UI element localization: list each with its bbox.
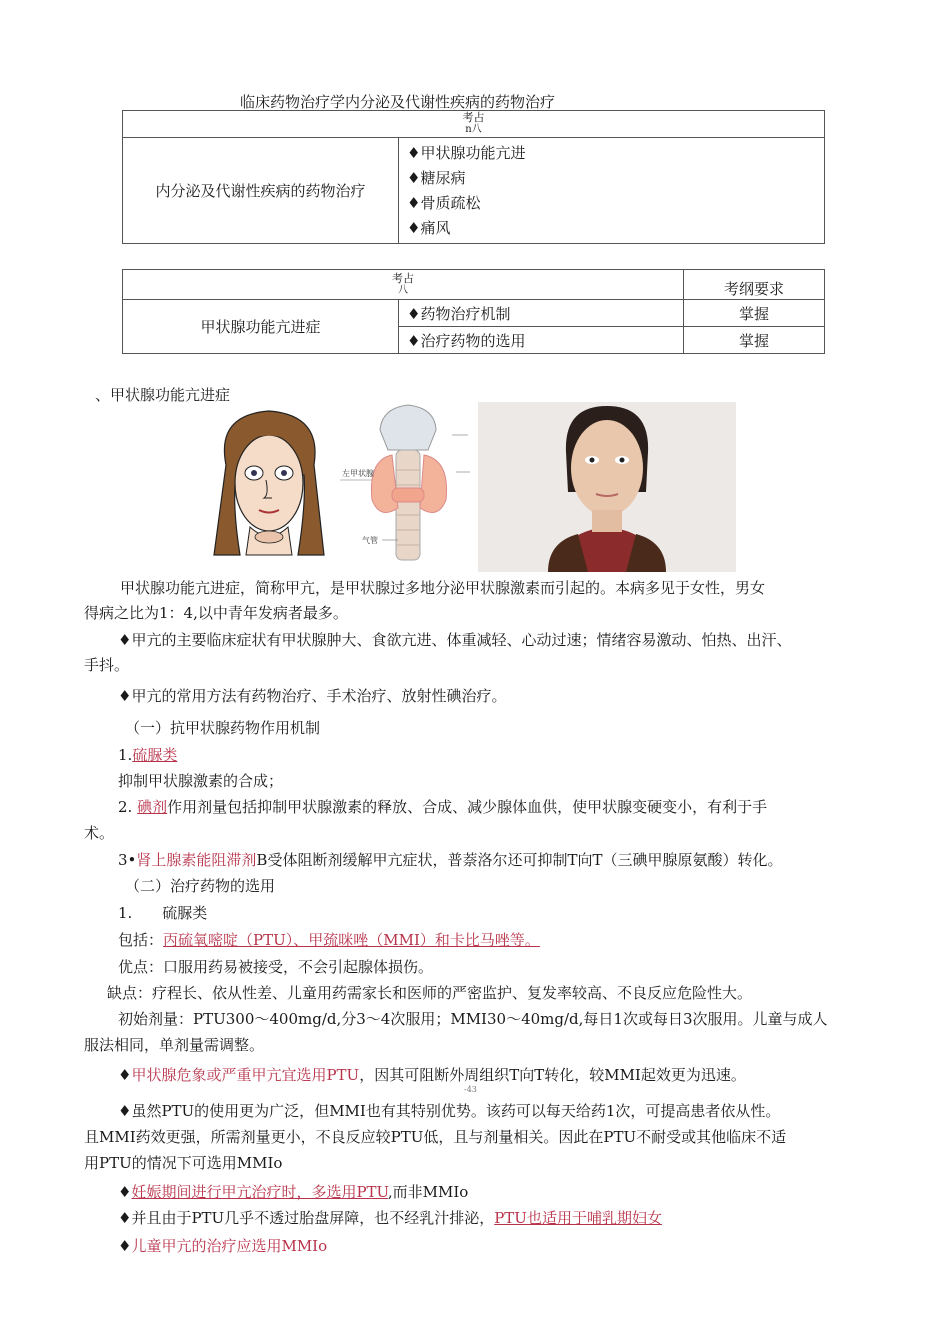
list-item: ♦骨质疏松 (407, 193, 481, 212)
table-row-req: 掌握 (684, 327, 825, 354)
paragraph: 优点：口服用药易被接受，不会引起腺体损伤。 (118, 958, 434, 976)
bullet-item: ♦虽然PTU的使用更为广泛，但MMI也有其特别优势。该药可以每天给药1次，可提高患者依从性。 (118, 1102, 781, 1120)
paragraph: ♦甲亢的常用方法有药物治疗、手术治疗、放射性碘治疗。 (118, 687, 507, 705)
paragraph: 用PTU的情况下可选用MMIo (84, 1154, 283, 1172)
list-item: ♦糖尿病 (407, 168, 466, 187)
paragraph: 得病之比为1：4,以中青年发病者最多。 (84, 604, 348, 622)
list-item: 3•肾上腺素能阻滞剂B受体阻断剂缓解甲亢症状，普萘洛尔还可抑制T向T（三碘甲腺原氨酸）转化。 (118, 851, 783, 869)
syllabus-table (122, 269, 825, 354)
paragraph: 包括：丙硫氧嘧啶（PTU）、甲巯咪唑（MMI）和卡比马唑等。 (118, 931, 540, 949)
list-item: ♦痛风 (407, 218, 451, 237)
section-heading: 、甲状腺功能亢进症 (95, 386, 231, 404)
table-row-req: 掌握 (684, 300, 825, 327)
list-item: ♦甲状腺功能亢进 (407, 143, 526, 162)
list-item: 1.硫脲类 (118, 746, 178, 764)
paragraph: 服法相同，单剂量需调整。 (84, 1036, 265, 1054)
table-row-item: ♦药物治疗机制 (399, 300, 684, 327)
hyperthyroid-face-illustration (206, 405, 332, 565)
anatomy-label: 气管 (362, 536, 378, 545)
list-item: 2. 碘剂作用剂量包括抑制甲状腺激素的释放、合成、减少腺体血供，使甲状腺变硬变小，有利于手 (118, 798, 768, 816)
table-header: 考占 八 (123, 270, 684, 300)
paragraph: 且MMI药效更强，所需剂量更小，不良反应较PTU低，且与剂量相关。因此在PTU不耐受或其他临床不适 (84, 1128, 787, 1146)
anatomy-label: 左甲状腺 (342, 469, 374, 478)
table-header: 考占 n八 (123, 111, 825, 138)
paragraph: 抑制甲状腺激素的合成； (118, 772, 284, 790)
requirement-header: 考纲要求 (684, 270, 825, 300)
paragraph: 缺点：疗程长、依从性差、儿童用药需家长和医师的严密监护、复发率较高、不良反应危险性大。 (107, 984, 753, 1002)
table-row-item: ♦治疗药物的选用 (399, 327, 684, 354)
list-item: 1. 硫脲类 (118, 904, 208, 922)
paragraph: ♦甲亢的主要临床症状有甲状腺肿大、食欲亢进、体重减轻、心动过速；情绪容易激动、怕热、出汗、 (118, 631, 792, 649)
thyroid-anatomy-illustration (340, 400, 478, 568)
paragraph: 甲状腺功能亢进症，简称甲亢，是甲状腺过多地分泌甲状腺激素而引起的。本病多见于女性，男女 (120, 579, 766, 597)
exam-points-table (122, 110, 825, 244)
paragraph: 手抖。 (84, 656, 130, 674)
page-number: -43 (464, 1085, 477, 1094)
page-title: 临床药物治疗学内分泌及代谢性疾病的药物治疗 (240, 93, 556, 111)
subheading: （一）抗甲状腺药物作用机制 (125, 719, 321, 737)
patient-photo-image (478, 402, 736, 572)
paragraph: 初始剂量：PTU300～400mg/d,分3～4次服用；MMI30～40mg/d,每日1次或每日3次服用。儿童与成人 (118, 1010, 828, 1028)
subheading: （二）治疗药物的选用 (125, 877, 276, 895)
bullet-item: ♦并且由于PTU几乎不透过胎盘屏障，也不经乳汁排泌，PTU也适用于哺乳期妇女 (118, 1209, 662, 1227)
bullet-item: ♦妊娠期间进行甲亢治疗时，多选用PTU,而非MMIo (118, 1183, 469, 1201)
table-category: 甲状腺功能亢进症 (123, 300, 399, 354)
bullet-item: ♦儿童甲亢的治疗应选用MMIo (118, 1237, 328, 1255)
paragraph: 术。 (84, 824, 115, 842)
patient-photo (478, 402, 736, 572)
bullet-item: ♦甲状腺危象或严重甲亢宜选用PTU，因其可阻断外周组织T向T转化，较MMI起效更为迅速。 (118, 1066, 746, 1084)
table-category: 内分泌及代谢性疾病的药物治疗 (123, 138, 399, 244)
table-items (399, 138, 825, 244)
